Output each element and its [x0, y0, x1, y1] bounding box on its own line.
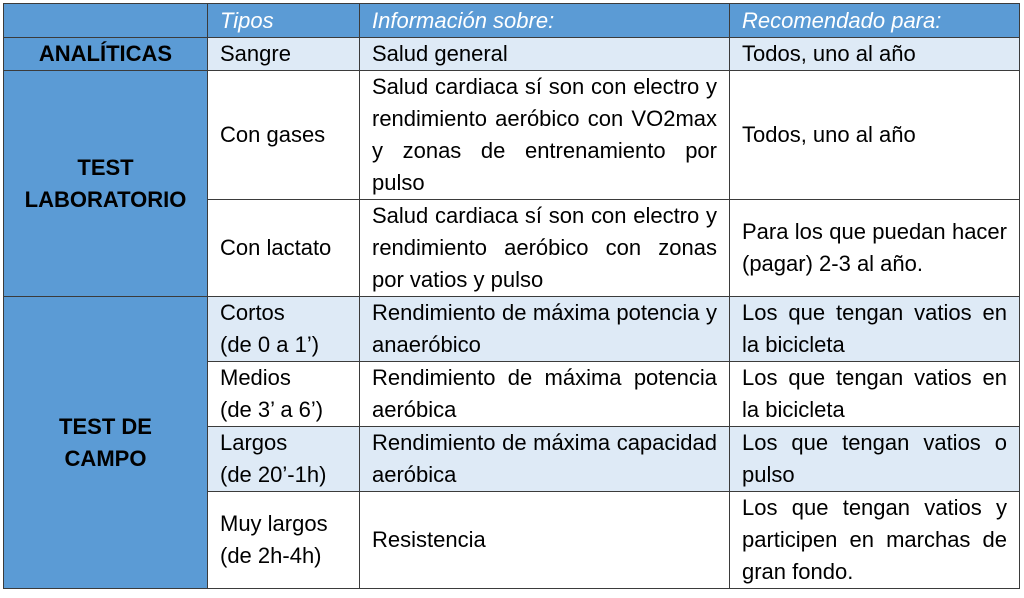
cell-tipo-line1: Muy largos [220, 511, 328, 536]
cell-recomendado: Los que tengan vatios en la bicicleta [730, 297, 1020, 362]
table-row [4, 297, 1020, 362]
cell-tipo [208, 362, 360, 427]
group-laboratorio [4, 71, 208, 297]
cell-recomendado: Los que tengan vatios y participen en marchas de gran fondo. [730, 492, 1020, 589]
cell-info: Rendimiento de máxima capacidad aeróbica [360, 427, 730, 492]
cell-tipo-line2: (de 0 a 1’) [220, 332, 320, 357]
table-row [4, 38, 1020, 71]
cell-recomendado: Para los que puedan hacer (pagar) 2-3 al año. [730, 200, 1020, 297]
cell-tipo [208, 427, 360, 492]
group-campo [4, 297, 208, 589]
cell-info: Salud cardiaca sí son con electro y rendimiento aeróbico con VO2max y zonas de entrenamiento por pulso [360, 71, 730, 200]
cell-info: Salud general [360, 38, 730, 71]
cell-tipo-line2: (de 3’ a 6’) [220, 397, 324, 422]
table-row [4, 71, 1020, 200]
cell-recomendado: Todos, uno al año [730, 38, 1020, 71]
cell-tipo [208, 492, 360, 589]
cell-info: Rendimiento de máxima potencia aeróbica [360, 362, 730, 427]
cell-tipo-line2: (de 20’-1h) [220, 462, 327, 487]
cell-tipo: Con gases [208, 71, 360, 200]
group-campo-line1: TEST DE [59, 413, 152, 439]
header-tipos: Tipos [208, 4, 360, 38]
cell-tipo-line1: Cortos [220, 300, 285, 325]
cell-tipo [208, 297, 360, 362]
group-laboratorio-line2: LABORATORIO [24, 186, 187, 212]
cell-info: Resistencia [360, 492, 730, 589]
cell-tipo-line2: (de 2h-4h) [220, 543, 322, 568]
header-informacion: Información sobre: [360, 4, 730, 38]
header-empty-cell [4, 4, 208, 38]
cell-tipo-line1: Medios [220, 365, 291, 390]
group-campo-line2: CAMPO [64, 445, 147, 471]
cell-tipo: Con lactato [208, 200, 360, 297]
cell-info: Rendimiento de máxima potencia y anaeróbico [360, 297, 730, 362]
group-analiticas: ANALÍTICAS [4, 38, 208, 71]
tests-table [3, 3, 1020, 589]
cell-recomendado: Los que tengan vatios en la bicicleta [730, 362, 1020, 427]
cell-info: Salud cardiaca sí son con electro y rendimiento aeróbico con zonas por vatios y pulso [360, 200, 730, 297]
cell-recomendado: Los que tengan vatios o pulso [730, 427, 1020, 492]
cell-tipo-line1: Largos [220, 430, 288, 455]
cell-recomendado: Todos, uno al año [730, 71, 1020, 200]
header-recomendado: Recomendado para: [730, 4, 1020, 38]
cell-tipo: Sangre [208, 38, 360, 71]
header-row [4, 4, 1020, 38]
group-laboratorio-line1: TEST [77, 154, 134, 180]
